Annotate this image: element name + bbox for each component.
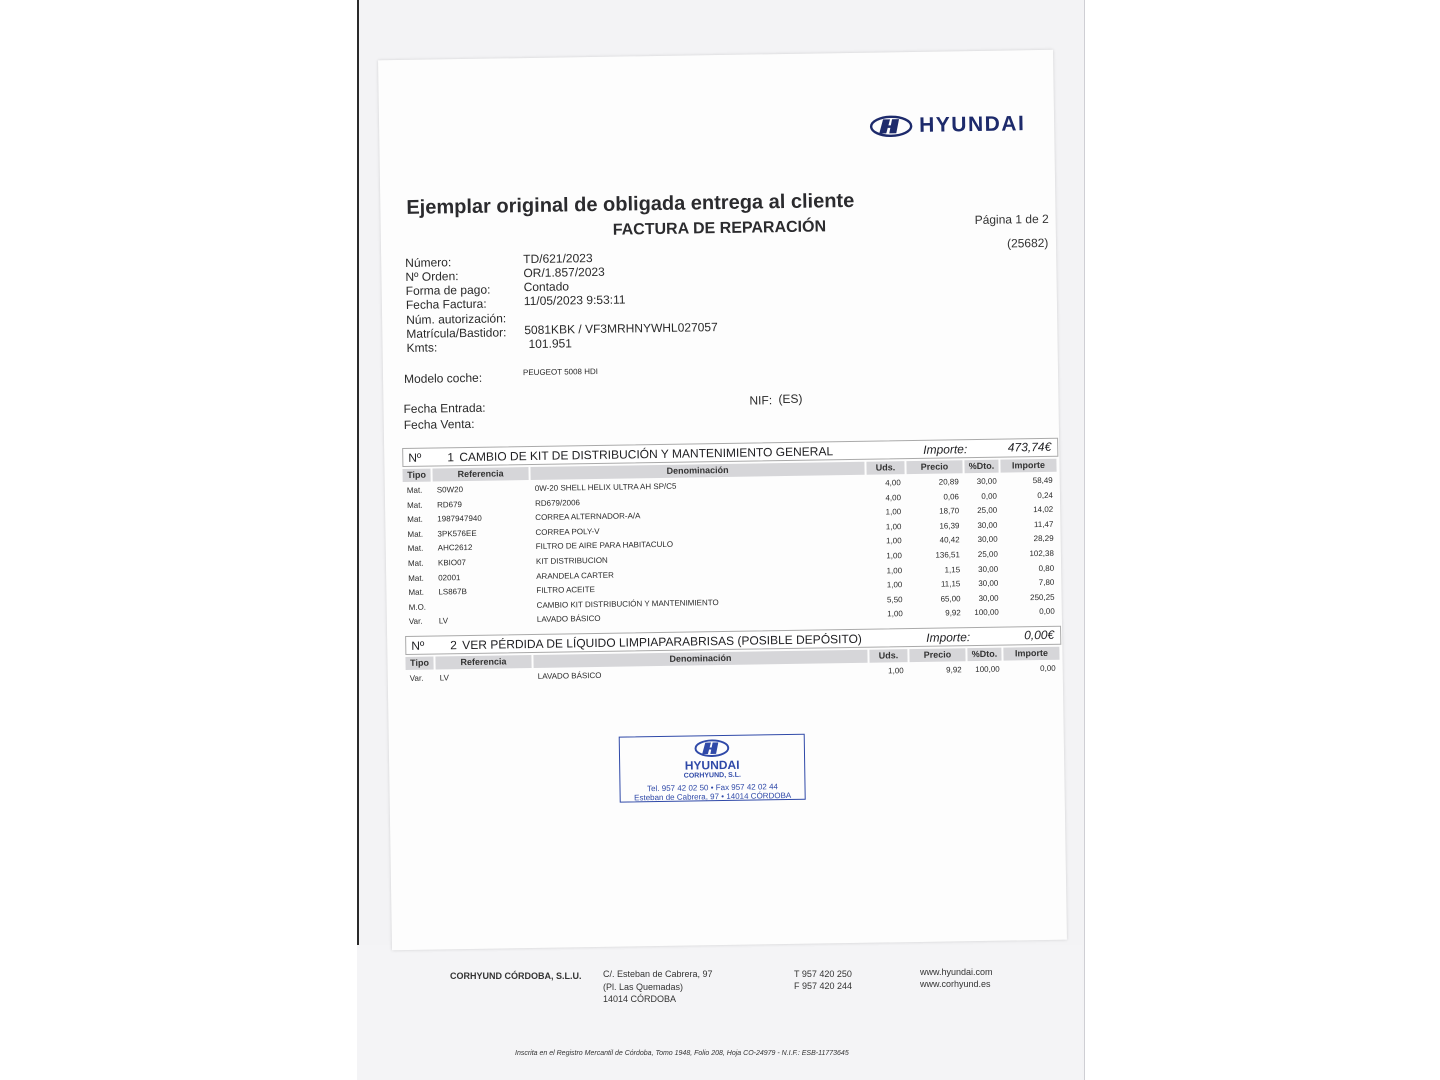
section-number-label: Nº <box>408 450 422 465</box>
cell-description: FILTRO DE AIRE PARA HABITACULO <box>535 540 674 552</box>
cell-amount: 0,00 <box>1039 607 1055 617</box>
section-amount-label: Importe: <box>926 630 971 645</box>
cell-units: 1,00 <box>885 521 902 532</box>
cell-amount: 14,02 <box>1033 504 1054 515</box>
section-amount-label: Importe: <box>923 442 968 457</box>
column-header-precio: Precio <box>906 460 962 474</box>
cell-units: 1,00 <box>886 580 903 590</box>
nif-value: (ES) <box>778 391 803 407</box>
cell-reference: LS867B <box>438 587 467 597</box>
cell-amount: 28,29 <box>1033 534 1054 544</box>
footer-web-1: www.hyundai.com <box>920 967 993 977</box>
section-number: 1 <box>447 450 455 465</box>
reference-number: (25682) <box>1006 235 1049 251</box>
stamp-brand: HYUNDAI <box>684 757 740 773</box>
cell-description: LAVADO BÁSICO <box>537 670 602 681</box>
cell-reference: LV <box>438 616 449 626</box>
field-value: Contado <box>523 279 570 295</box>
section-title: VER PÉRDIDA DE LÍQUIDO LIMPIAPARABRISAS (POSIBLE DEPÓSITO) <box>462 631 862 653</box>
invoice-sheet <box>378 50 1067 950</box>
cell-discount: 100,00 <box>974 608 999 618</box>
cell-discount: 0,00 <box>981 491 998 501</box>
field-label: Fecha Factura: <box>405 296 487 312</box>
column-header-tipo: Tipo <box>405 657 433 670</box>
brand-wordmark: HYUNDAI <box>918 112 1026 137</box>
footer-address-2: (Pl. Las Quemadas) <box>603 982 684 992</box>
cell-units: 1,00 <box>887 609 903 619</box>
footer-address-1: C/. Esteban de Cabrera, 97 <box>603 969 713 979</box>
cell-price: 11,15 <box>940 579 961 589</box>
cell-price: 65,00 <box>940 594 961 604</box>
footer-web-2: www.corhyund.es <box>920 979 991 989</box>
page-heading: Ejemplar original de obligada entrega al cliente <box>406 189 855 219</box>
field-label: Matrícula/Bastidor: <box>406 325 507 341</box>
cell-reference: 3PK576EE <box>437 528 477 539</box>
footer-registry: Inscrita en el Registro Mercantil de Córdoba, Tomo 1948, Folio 208, Hoja CO-24979 - N.I.F.: ESB-11773645 <box>515 1050 849 1057</box>
cell-units: 4,00 <box>885 492 902 503</box>
stamp-emblem-icon <box>694 739 730 758</box>
cell-description: CAMBIO KIT DISTRIBUCIÓN Y MANTENIMIENTO <box>536 597 719 610</box>
field-label: Núm. autorización: <box>406 311 507 327</box>
cell-description: FILTRO ACEITE <box>536 585 595 596</box>
page-number: Página 1 de 2 <box>974 211 1049 228</box>
cell-units: 1,00 <box>886 536 902 546</box>
cell-units: 1,00 <box>885 507 902 517</box>
cell-price: 18,70 <box>939 506 960 516</box>
cell-units: 1,00 <box>886 551 902 561</box>
column-header-dto: %Dto. <box>967 648 1001 662</box>
cell-description: 0W-20 SHELL HELIX ULTRA AH SP/C5 <box>534 481 677 493</box>
column-header-uds: Uds. <box>866 461 904 475</box>
cell-description: ARANDELA CARTER <box>536 570 614 581</box>
column-header-uds: Uds. <box>869 649 907 663</box>
field-value: OR/1.857/2023 <box>523 264 605 281</box>
cell-discount: 30,00 <box>977 535 998 545</box>
field-label: Número: <box>405 255 452 270</box>
cell-amount: 102,38 <box>1029 548 1054 559</box>
section-amount: 473,74€ <box>1007 439 1052 455</box>
cell-discount: 30,00 <box>978 564 999 574</box>
cell-amount: 58,49 <box>1032 475 1053 486</box>
cell-units: 4,00 <box>885 478 901 488</box>
cell-reference: KBIO07 <box>437 558 467 568</box>
entry-date-label: Fecha Entrada: <box>403 400 486 416</box>
nif-label: NIF: <box>749 393 773 408</box>
cell-price: 9,92 <box>945 608 961 618</box>
footer-address-3: 14014 CÓRDOBA <box>603 994 677 1004</box>
cell-discount: 25,00 <box>977 505 998 516</box>
hyundai-emblem-icon <box>869 115 913 138</box>
sale-date-label: Fecha Venta: <box>403 416 475 432</box>
cell-price: 20,89 <box>938 477 959 487</box>
field-label: Nº Orden: <box>405 269 459 284</box>
cell-type: M.O. <box>408 602 427 612</box>
cell-type: Mat. <box>406 485 423 495</box>
cell-amount: 7,80 <box>1038 577 1055 588</box>
stamp-company: CORHYUND, S.L. <box>683 771 741 780</box>
cell-type: Mat. <box>407 529 424 539</box>
column-header-importe: Importe <box>1000 459 1056 473</box>
company-stamp <box>619 734 806 803</box>
cell-discount: 30,00 <box>978 578 999 589</box>
field-label: Forma de pago: <box>405 282 491 298</box>
field-value: 11/05/2023 9:53:11 <box>523 292 626 309</box>
cell-discount: 100,00 <box>975 664 1000 675</box>
column-header-precio: Precio <box>909 648 965 662</box>
stamp-address: Esteban de Cabrera, 97 • 14014 CÓRDOBA <box>634 790 792 803</box>
cell-description: CORREA POLY-V <box>535 526 600 537</box>
cell-discount: 30,00 <box>977 520 998 530</box>
column-header-dto: %Dto. <box>964 460 998 474</box>
field-value: 101.951 <box>528 336 573 352</box>
letterhead-footer <box>357 945 1082 1080</box>
cell-discount: 30,00 <box>976 476 997 487</box>
cell-reference: 02001 <box>438 572 461 583</box>
cell-amount: 0,00 <box>1040 663 1056 674</box>
document-title: FACTURA DE REPARACIÓN <box>612 218 827 239</box>
stamp-phone: Tel. 957 42 02 50 • Fax 957 42 02 44 <box>647 782 779 794</box>
cell-type: Mat. <box>408 573 424 583</box>
column-header-tipo: Tipo <box>402 469 430 482</box>
footer-company: CORHYUND CÓRDOBA, S.L.U. <box>450 971 582 981</box>
field-value: TD/621/2023 <box>523 251 593 267</box>
cell-description: CORREA ALTERNADOR-A/A <box>535 511 641 523</box>
cell-type: Mat. <box>407 558 424 568</box>
model-value: PEUGEOT 5008 HDI <box>522 366 599 378</box>
section-amount: 0,00€ <box>1024 627 1055 643</box>
field-value: 5081KBK / VF3MRHNYWHL027057 <box>524 320 718 338</box>
cell-reference: 1987947940 <box>437 513 482 524</box>
brand-logo <box>869 112 1026 138</box>
cell-description: RD679/2006 <box>534 497 581 508</box>
column-header-den: Denominación <box>530 462 864 480</box>
column-header-importe: Importe <box>1003 647 1059 661</box>
column-header-den: Denominación <box>533 650 867 668</box>
column-header-ref: Referencia <box>432 467 528 482</box>
cell-price: 1,15 <box>944 564 961 575</box>
cell-type: Var. <box>408 617 423 627</box>
cell-reference: LV <box>439 673 450 683</box>
cell-price: 9,92 <box>946 665 962 675</box>
cell-reference: S0W20 <box>436 485 464 495</box>
footer-fax: F 957 420 244 <box>794 981 853 991</box>
cell-price: 0,06 <box>943 491 960 502</box>
cell-description: LAVADO BÁSICO <box>536 614 601 625</box>
cell-reference: AHC2612 <box>437 543 473 553</box>
cell-price: 16,39 <box>939 521 960 531</box>
cell-amount: 250,25 <box>1030 592 1055 602</box>
cell-price: 40,42 <box>939 535 960 545</box>
cell-description: KIT DISTRIBUCION <box>535 555 608 566</box>
column-header-ref: Referencia <box>435 655 531 670</box>
section-number: 2 <box>450 638 458 653</box>
cell-amount: 0,80 <box>1038 563 1055 573</box>
cell-price: 136,51 <box>935 550 960 560</box>
footer-tel: T 957 420 250 <box>794 969 852 979</box>
cell-units: 1,00 <box>886 565 903 576</box>
cell-type: Mat. <box>408 587 425 598</box>
cell-type: Mat. <box>407 544 424 554</box>
cell-discount: 25,00 <box>977 549 998 559</box>
cell-amount: 11,47 <box>1033 519 1054 529</box>
cell-units: 5,50 <box>886 594 903 605</box>
section-number-label: Nº <box>411 638 425 653</box>
model-label: Modelo coche: <box>403 370 483 386</box>
cell-discount: 30,00 <box>978 593 999 603</box>
cell-units: 1,00 <box>888 666 904 676</box>
cell-type: Var. <box>409 673 424 683</box>
section-title: CAMBIO DE KIT DE DISTRIBUCIÓN Y MANTENIMIENTO GENERAL <box>459 444 834 465</box>
cell-type: Mat. <box>407 514 423 525</box>
cell-type: Mat. <box>406 500 423 510</box>
field-label: Kmts: <box>406 340 438 355</box>
cell-reference: RD679 <box>436 499 463 510</box>
cell-amount: 0,24 <box>1037 490 1054 500</box>
